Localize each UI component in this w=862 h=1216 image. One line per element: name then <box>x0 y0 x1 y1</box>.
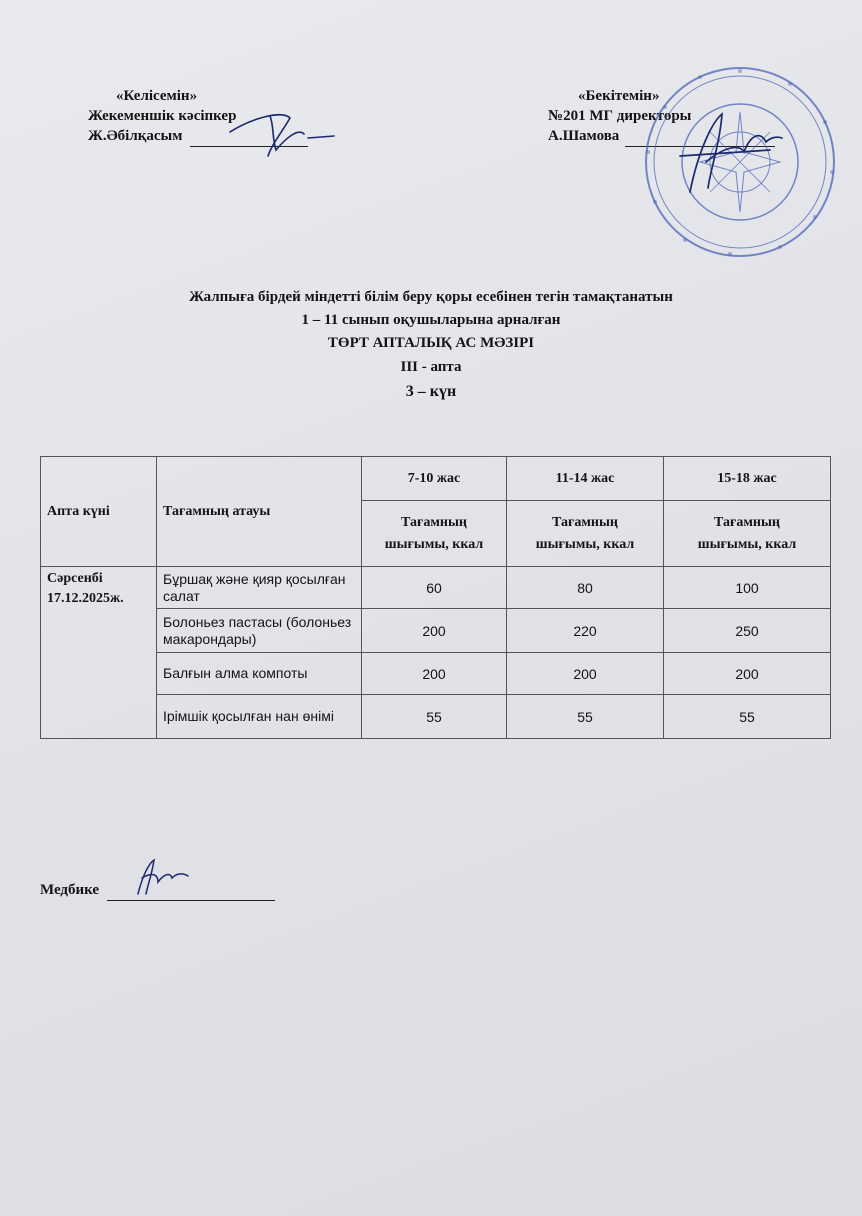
yield-header: Тағамның шығымы, ккал <box>664 501 831 567</box>
kcal-value: 55 <box>362 695 507 739</box>
kcal-value: 55 <box>664 695 831 739</box>
kcal-value: 250 <box>664 609 831 653</box>
doc-title-week: ІІІ - апта <box>400 359 462 375</box>
table-row <box>41 609 831 653</box>
table-row <box>41 653 831 695</box>
menu-table <box>40 456 831 739</box>
kcal-value: 80 <box>507 567 664 609</box>
yield-header: Тағамның шығымы, ккал <box>362 501 507 567</box>
signature-nurse <box>128 854 198 900</box>
doc-title-line1: Жалпыға бірдей міндетті білім беру қоры есебінен тегін тамақтанатын <box>189 289 673 305</box>
table-row <box>41 567 831 609</box>
approval-left-line1: Жекеменшік кәсіпкер <box>88 108 237 124</box>
dish-name: Болоньез пастасы (болоньез макарондары) <box>157 609 362 653</box>
approval-left-name: Ж.Әбілқасым <box>88 128 183 144</box>
kcal-value: 200 <box>664 653 831 695</box>
approval-right-line1: №201 МГ директоры <box>548 108 692 124</box>
age-group-header: 15-18 жас <box>664 457 831 501</box>
doc-title-line3: ТӨРТ АПТАЛЫҚ АС МӘЗІРІ <box>327 335 535 351</box>
nurse-label: Медбике <box>40 882 100 898</box>
table-row <box>41 695 831 739</box>
dish-name: Бұршақ және қияр қосылған салат <box>157 567 362 609</box>
approval-right-name: А.Шамова <box>548 128 620 144</box>
kcal-value: 60 <box>362 567 507 609</box>
kcal-value: 100 <box>664 567 831 609</box>
kcal-value: 200 <box>362 653 507 695</box>
approval-right-heading: «Бекітемін» <box>578 88 660 104</box>
col-day-header: Апта күні <box>41 457 157 567</box>
kcal-value: 55 <box>507 695 664 739</box>
doc-title-line2: 1 – 11 сынып оқушыларына арналған <box>301 312 561 328</box>
kcal-value: 200 <box>507 653 664 695</box>
signature-left <box>212 98 342 168</box>
approval-left-heading: «Келісемін» <box>116 88 198 104</box>
dish-name: Балғын алма компоты <box>157 653 362 695</box>
dish-name: Ірімшік қосылған нан өнімі <box>157 695 362 739</box>
doc-title-day: 3 – күн <box>405 383 457 400</box>
kcal-value: 200 <box>362 609 507 653</box>
yield-header: Тағамның шығымы, ккал <box>507 501 664 567</box>
col-dish-header: Тағамның атауы <box>157 457 362 567</box>
age-group-header: 7-10 жас <box>362 457 507 501</box>
age-group-header: 11-14 жас <box>507 457 664 501</box>
day-cell: Сәрсенбі 17.12.2025ж. <box>41 567 157 739</box>
signature-right <box>660 92 790 212</box>
table-header-row <box>41 457 831 501</box>
kcal-value: 220 <box>507 609 664 653</box>
